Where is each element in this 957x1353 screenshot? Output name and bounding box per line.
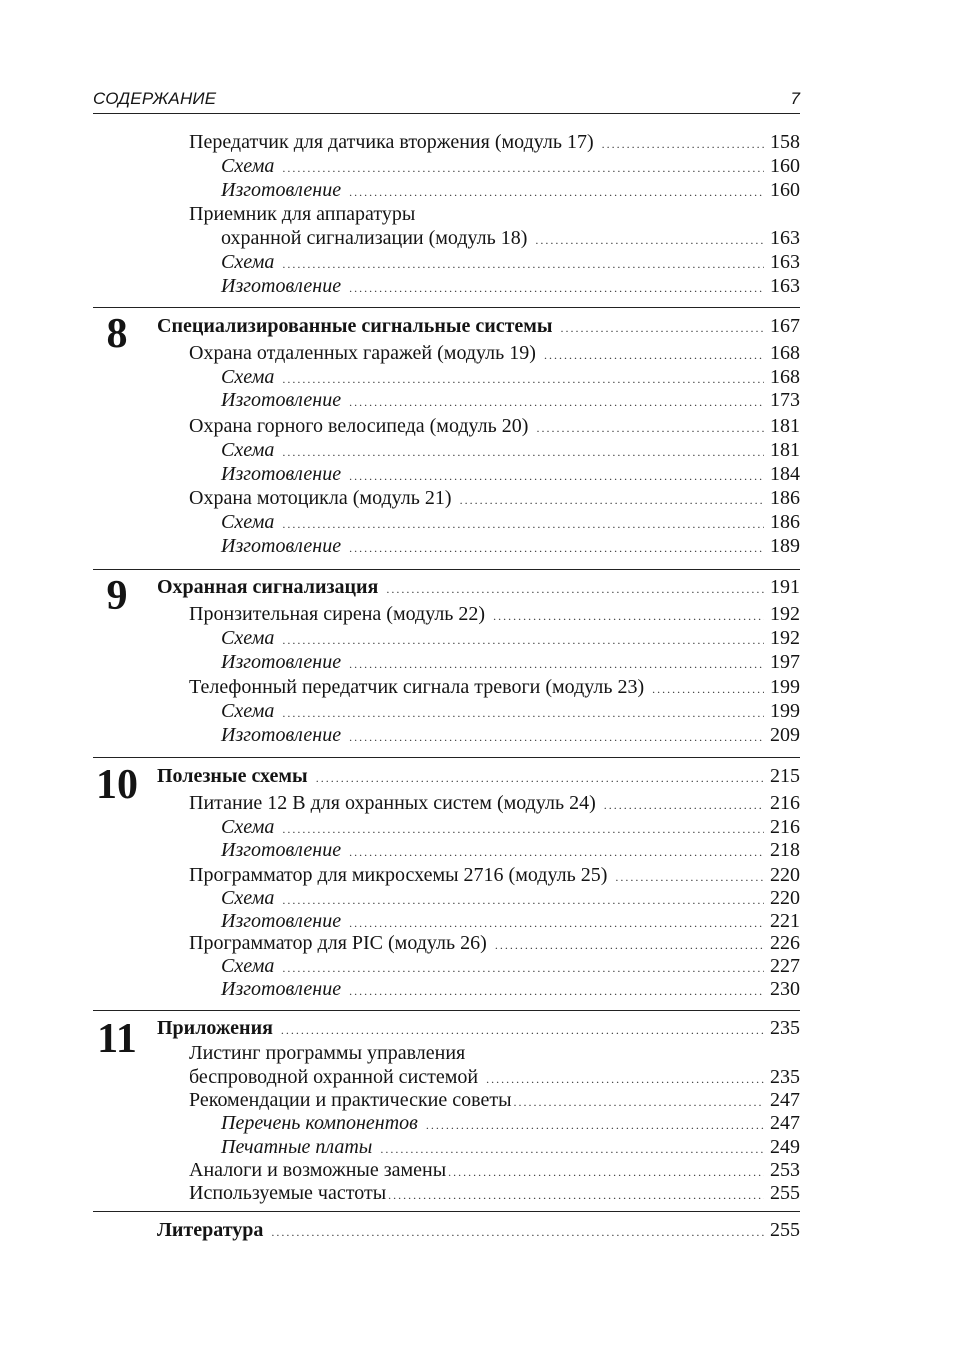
- toc-entry-text: Изготовление: [221, 910, 342, 932]
- toc-entry[interactable]: [189, 1065, 800, 1089]
- toc-entry-text: Схема: [221, 155, 275, 177]
- chapter-number: 9: [106, 573, 128, 619]
- toc-entry-text: Схема: [221, 887, 275, 909]
- toc-page-number: 197: [770, 651, 800, 673]
- toc-entry[interactable]: [189, 414, 800, 438]
- toc-entry-text: Передатчик для датчика вторжения (модуль 17): [189, 131, 594, 153]
- toc-page-number: 216: [770, 792, 800, 814]
- toc-leader: [271, 1220, 764, 1244]
- toc-leader: [349, 276, 764, 300]
- toc-entry[interactable]: [189, 130, 800, 154]
- toc-page-number: 227: [770, 955, 800, 977]
- toc-entry[interactable]: [221, 438, 800, 462]
- toc-entry-text: Схема: [221, 700, 275, 722]
- toc-entry-text: Схема: [221, 366, 275, 388]
- toc-entry-text: Печатные платы: [221, 1136, 373, 1158]
- toc-entry-text: Изготовление: [221, 179, 342, 201]
- toc-entry-text: Пронзительная сирена (модуль 22): [189, 603, 486, 625]
- toc-leader: [544, 343, 764, 367]
- toc-leader: [652, 677, 764, 701]
- toc-entry-text: Приемник для аппаратуры: [189, 203, 416, 225]
- toc-entry-text: Программатор для микросхемы 2716 (модуль 25): [189, 864, 608, 886]
- toc-entry-text: Телефонный передатчик сигнала тревоги (модуль 23): [189, 676, 645, 698]
- chapter-rule: [93, 569, 800, 570]
- toc-page-number: 160: [770, 179, 800, 201]
- toc-page-number: 247: [770, 1089, 800, 1111]
- toc-entry-text: Изготовление: [221, 535, 342, 557]
- toc-entry[interactable]: [189, 1158, 800, 1182]
- toc-entry-text: Изготовление: [221, 724, 342, 746]
- toc-entry[interactable]: [221, 723, 800, 747]
- toc-leader: [493, 604, 764, 628]
- toc-entry[interactable]: [221, 510, 800, 534]
- toc-leader: [349, 979, 764, 1003]
- toc-entry-text: Схема: [221, 627, 275, 649]
- toc-entry-text: Схема: [221, 251, 275, 273]
- toc-page-number: 255: [770, 1219, 800, 1241]
- toc-entry[interactable]: [189, 1088, 800, 1112]
- running-header: [93, 89, 800, 111]
- toc-page-number: 221: [770, 910, 800, 932]
- chapter-title-entry[interactable]: [157, 575, 800, 599]
- toc-leader: [349, 390, 764, 414]
- toc-page-number: 230: [770, 978, 800, 1000]
- chapter-title: Охранная сигнализация: [157, 576, 379, 598]
- chapter-title: Специализированные сигнальные системы: [157, 315, 553, 337]
- toc-entry-text: Аналоги и возможные замены: [189, 1159, 447, 1181]
- toc-entry[interactable]: [221, 838, 800, 862]
- toc-entry[interactable]: [221, 1135, 800, 1159]
- toc-entry[interactable]: [189, 341, 800, 365]
- toc-entry[interactable]: [221, 274, 800, 298]
- toc-leader: [282, 512, 764, 536]
- toc-entry[interactable]: [221, 226, 800, 250]
- toc-page-number: 163: [770, 227, 800, 249]
- toc-leader: [349, 180, 764, 204]
- toc-entry[interactable]: [221, 365, 800, 389]
- toc-page-number: 220: [770, 887, 800, 909]
- toc-page-number: 163: [770, 275, 800, 297]
- toc-page-number: 186: [770, 511, 800, 533]
- toc-entry-text: Перечень компонентов: [221, 1112, 418, 1134]
- toc-entry-text: беспроводной охранной системой: [189, 1066, 479, 1088]
- toc-entry-text: Изготовление: [221, 839, 342, 861]
- toc-page-number: 199: [770, 676, 800, 698]
- literature-entry[interactable]: [157, 1218, 800, 1242]
- toc-entry[interactable]: [189, 602, 800, 626]
- toc-page-number: 184: [770, 463, 800, 485]
- toc-page-number: 158: [770, 131, 800, 153]
- toc-entry[interactable]: [189, 931, 800, 955]
- chapter-rule: [93, 1211, 800, 1212]
- toc-page-number: 235: [770, 1066, 800, 1088]
- chapter-title-entry[interactable]: [157, 764, 800, 788]
- running-header-title: СОДЕРЖАНИЕ: [93, 89, 217, 108]
- toc-entry-text: Изготовление: [221, 978, 342, 1000]
- toc-leader: [388, 1183, 764, 1207]
- toc-entry[interactable]: [221, 626, 800, 650]
- toc-leader: [604, 793, 764, 817]
- toc-page-number: 220: [770, 864, 800, 886]
- toc-page-number: 168: [770, 366, 800, 388]
- toc-entry-text: Схема: [221, 816, 275, 838]
- toc-leader: [536, 416, 764, 440]
- toc-entry-text: Охрана горного велосипеда (модуль 20): [189, 415, 529, 437]
- toc-leader: [282, 156, 764, 180]
- toc-page-number: 168: [770, 342, 800, 364]
- toc-entry[interactable]: [189, 863, 800, 887]
- toc-page-number: 181: [770, 439, 800, 461]
- header-rule: [93, 113, 800, 114]
- chapter-number: 8: [106, 311, 128, 357]
- toc-page-number: 181: [770, 415, 800, 437]
- toc-entry-text: Схема: [221, 955, 275, 977]
- toc-leader: [602, 132, 764, 156]
- chapter-title: Полезные схемы: [157, 765, 308, 787]
- chapter-rule: [93, 1010, 800, 1011]
- toc-leader: [282, 701, 764, 725]
- toc-entry-text: Охрана мотоцикла (модуль 21): [189, 487, 452, 509]
- toc-entry-text: Листинг программы управления: [189, 1042, 466, 1064]
- toc-entry[interactable]: [221, 250, 800, 274]
- toc-page-number: 167: [770, 315, 800, 337]
- chapter-number: 11: [97, 1016, 137, 1062]
- toc-entry[interactable]: [221, 178, 800, 202]
- toc-leader: [349, 464, 764, 488]
- toc-entry[interactable]: [189, 486, 800, 510]
- toc-leader: [386, 577, 764, 601]
- toc-entry-text: Изготовление: [221, 463, 342, 485]
- toc-entry[interactable]: [189, 1181, 800, 1205]
- toc-leader: [561, 316, 764, 340]
- toc-leader: [349, 652, 764, 676]
- chapter-title: Литература: [157, 1219, 264, 1241]
- toc-entry[interactable]: [221, 462, 800, 486]
- toc-entry[interactable]: [221, 1111, 800, 1135]
- toc-entry-text: Изготовление: [221, 275, 342, 297]
- chapter-title-entry[interactable]: [157, 1016, 800, 1040]
- toc-page-number: 173: [770, 389, 800, 411]
- toc-page-number: 235: [770, 1017, 800, 1039]
- toc-entry[interactable]: [189, 675, 800, 699]
- toc-entry[interactable]: [189, 791, 800, 815]
- toc-page-number: 253: [770, 1159, 800, 1181]
- toc-entry-text: Используемые частоты: [189, 1182, 387, 1204]
- toc-entry-text: Схема: [221, 439, 275, 461]
- toc-leader: [535, 228, 764, 252]
- toc-leader: [460, 488, 764, 512]
- toc-leader: [349, 840, 764, 864]
- toc-page-number: 186: [770, 487, 800, 509]
- page-number: 7: [790, 89, 800, 108]
- chapter-title-entry[interactable]: [157, 314, 800, 338]
- toc-entry[interactable]: [189, 1041, 800, 1065]
- toc-leader: [282, 252, 764, 276]
- toc-entry[interactable]: [221, 954, 800, 978]
- toc-page-number: 249: [770, 1136, 800, 1158]
- toc-entry-text: Схема: [221, 511, 275, 533]
- toc-page-number: 192: [770, 627, 800, 649]
- chapter-rule: [93, 757, 800, 758]
- chapter-title: Приложения: [157, 1017, 273, 1039]
- toc-leader: [282, 440, 764, 464]
- toc-entry-text: Питание 12 В для охранных систем (модуль 24): [189, 792, 596, 814]
- toc-entry-text: Изготовление: [221, 651, 342, 673]
- toc-leader: [282, 628, 764, 652]
- toc-entry-text: охранной сигнализации (модуль 18): [221, 227, 528, 249]
- toc-page-number: 226: [770, 932, 800, 954]
- toc-entry[interactable]: [221, 815, 800, 839]
- toc-entry[interactable]: [221, 699, 800, 723]
- toc-entry-text: Изготовление: [221, 389, 342, 411]
- toc-page-number: 209: [770, 724, 800, 746]
- toc-page-number: 218: [770, 839, 800, 861]
- toc-entry[interactable]: [189, 202, 800, 226]
- toc-entry[interactable]: [221, 909, 800, 933]
- toc-entry[interactable]: [221, 886, 800, 910]
- toc-entry[interactable]: [221, 388, 800, 412]
- toc-entry[interactable]: [221, 534, 800, 558]
- toc-page-number: 189: [770, 535, 800, 557]
- toc-leader: [281, 1018, 764, 1042]
- toc-page-number: 191: [770, 576, 800, 598]
- toc-entry-text: Охрана отдаленных гаражей (модуль 19): [189, 342, 536, 364]
- toc-page-number: 163: [770, 251, 800, 273]
- toc-page-number: 215: [770, 765, 800, 787]
- toc-page-number: 255: [770, 1182, 800, 1204]
- toc-page-number: 192: [770, 603, 800, 625]
- toc-entry-text: Программатор для PIC (модуль 26): [189, 932, 487, 954]
- toc-leader: [349, 536, 764, 560]
- toc-leader: [316, 766, 764, 790]
- toc-entry[interactable]: [221, 650, 800, 674]
- toc-page-number: 199: [770, 700, 800, 722]
- chapter-number: 10: [96, 762, 138, 808]
- chapter-rule: [93, 307, 800, 308]
- toc-entry[interactable]: [221, 154, 800, 178]
- toc-page-number: 216: [770, 816, 800, 838]
- toc-entry-text: Рекомендации и практические советы: [189, 1089, 512, 1111]
- toc-leader: [426, 1113, 764, 1137]
- toc-entry[interactable]: [221, 977, 800, 1001]
- toc-page-number: 160: [770, 155, 800, 177]
- toc-leader: [349, 725, 764, 749]
- toc-page-number: 247: [770, 1112, 800, 1134]
